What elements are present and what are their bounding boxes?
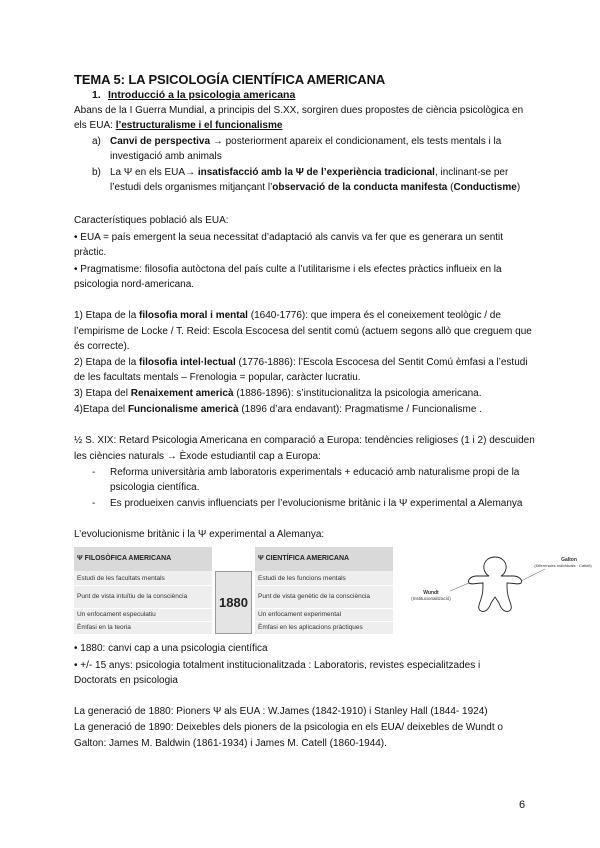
item-b-bold: Conductisme [453,182,517,193]
table-cell-left: Punt de vista intuïtiu de la consciència [74,586,212,608]
etapa-text: (1886-1896): s’institucionalitza la psicologia americana. [233,388,482,399]
generation-1890-line-2: Galton: James M. Baldwin (1861-1934) i James M. Catell (1860-1944). [74,738,387,749]
caract-heading: Característiques població als EUA: [74,215,229,226]
item-a-marker: a) [92,136,101,147]
dash-marker: - [92,467,96,478]
retard-text: Es produeixen canvis influenciats per l’evolucionisme britànic i la [110,498,400,509]
item-a-rest: → posteriorment apareix el condicionament, els tests mentals i la [210,136,502,147]
etapa-text: 2) Etapa de la [74,357,140,368]
galton-label: Galton [561,557,577,563]
item-b-text: en els EUA→ [132,167,198,178]
etapa-2-line-1 [74,355,528,370]
table-header-left: Ψ FILOSÒFICA AMERICANA [74,547,212,571]
table-cell-right: Punt de vista genètic de la consciència [255,586,393,608]
comparison-table [74,547,393,634]
table-cell-left: Èmfasi en la teoria [74,622,212,634]
generation-1890-line-1: La generació de 1890: Deixebles dels pioners de la psicologia en els EUA/ deixebles de Wundt o [74,722,503,733]
retard-dash-2 [110,496,522,511]
item-b-bold: de l’experiència tradicional [303,167,435,178]
etapa-text: 3) Etapa del [74,388,131,399]
psi-symbol: Ψ [197,529,207,540]
dash-marker: - [92,498,96,509]
table-cell-right: Estudi de les funcions mentals [255,571,393,585]
table-cell-right: Èmfasi en les aplicacions pràctiques [255,622,393,634]
intro-line-1: Abans de la I Guerra Mundial, a principis del S.XX, sorgiren dues propostes de ciència psicològica en [74,105,524,116]
etapa-1-line-1 [74,308,501,323]
intro-line-2 [74,118,282,133]
item-b-line-1 [110,165,508,180]
caract-b1-line-1: • EUA = país emergent la seua necessitat d’adaptació als canvis va fer que es generara un sentit [74,232,504,243]
item-b-text: ) [516,182,521,193]
etapa-text: (1776-1886): l’Escola Escocesa del Sentit Comú èmfasi a l’estudi [235,357,528,368]
table-row [74,622,393,634]
generation-1880: La generació de 1880: Pioners Ψ als EUA : W.James (1842-1910) i Stanley Hall (1844- 1924) [74,706,488,717]
caract-b1-line-2: pràctic. [74,247,107,258]
table-header-right: Ψ CIENTÍFICA AMERICANA [255,547,393,571]
intro-text: els EUA: [74,120,116,131]
psi-symbol: Ψ [295,167,304,178]
evol-heading [74,527,324,542]
item-b-bold: observació de la conducta manifesta [272,182,448,193]
etapa-bold: Funcionalisme americà [127,404,239,415]
table-row [74,609,393,621]
retard-dash-1-line-2: psicologia científica. [110,482,200,493]
evol-text: L’evolucionisme britànic i la [74,529,198,540]
page-number: 6 [519,799,526,811]
psi-symbol: Ψ [399,498,408,509]
etapa-text: (1896 d’ara endavant): Pragmatisme / Funcionalisme . [238,404,482,415]
table-cell-right: Un enfocament experimental [255,609,393,621]
etapa-bold: Renaixement americà [130,388,234,399]
item-b-text: ( [447,182,454,193]
table-cell-left: Estudi de les facultats mentals [74,571,212,585]
item-a-bold: Canvi de perspectiva [110,136,211,147]
etapa-1-line-2: l’empirisme de Locke / T. Reid: Escola Escocesa del sentit comú (actuem segons allò que creguem que [74,326,532,337]
item-b-text: La [110,167,124,178]
table-header-row [74,547,393,571]
etapa-4 [74,402,482,417]
etapa-text: (1640-1776): que impera és el coneixement teològic / de [247,310,501,321]
wundt-label: Wundt [423,590,439,596]
page-title: TEMA 5: LA PSICOLOGÍA CIENTÍFICA AMERICANA [74,72,386,87]
etapa-1-line-3: és correcte). [74,341,130,352]
etapa-text: 4)Etapa del [74,404,128,415]
item-a-line-2: investigació amb animals [110,151,222,162]
evol-text: experimental a Alemanya: [206,529,325,540]
bullet-15-anys-line-2: Doctorats en psicologia [74,675,178,686]
retard-dash-1-line-1: Reforma universitària amb laboratoris experimentals + educació amb naturalisme propi de la [110,467,520,478]
bullet-1880: • 1880: canvi cap a una psicologia científica [74,643,268,654]
bullet-15-anys-line-1: • +/- 15 anys: psicologia totalment institucionalitzada : Laboratoris, revistes especialitzades i [74,660,481,671]
etapa-bold: filosofia moral i mental [139,310,248,321]
figure-galton-wundt [405,553,593,618]
item-b-bold: insatisfacció amb la [197,167,296,178]
caract-b2-line-2: psicologia nord-americana. [74,279,195,290]
etapa-text: 1) Etapa de la [74,310,140,321]
retard-line-2: les ciències naturals → Èxode estudiantil cap a Europa: [74,451,321,462]
item-b-marker: b) [92,167,101,178]
intro-underlined: l’estructuralisme i el funcionalisme [115,120,283,131]
item-b-text: l’estudi dels organismes mitjançant l’ [110,182,273,193]
etapa-3 [74,386,481,401]
item-b-text: , inclinant-se per [434,167,509,178]
caract-b2-line-1: • Pragmatisme: filosofia autòctona del país culte a l’utilitarisme i els efectes pràctics influeix en la [74,264,502,275]
table-row [74,571,393,586]
section-number: 1. [92,89,101,101]
table-year: 1880 [215,571,252,634]
retard-text: experimental a Alemanya [407,498,523,509]
retard-line-1: ½ S. XIX: Retard Psicologia Americana en comparació a Europa: tendències religioses (1 i 2) descuiden [74,435,535,446]
item-b-line-2 [110,180,520,195]
table-cell-left: Un enfocament especulatiu [74,609,212,621]
etapa-bold: filosofia intel·lectual [139,357,236,368]
item-a-line-1 [110,134,501,149]
table-row [74,586,393,608]
section-heading [92,88,295,103]
wundt-sublabel: (Institucionalització) [411,596,451,601]
galton-sublabel: (Diferències individuals · Cattell) [534,563,592,568]
psi-symbol: Ψ [123,167,133,178]
etapa-2-line-2: de les facultats mentals – Frenologia = popular, caràcter lucratiu. [74,372,361,383]
section-label: Introducció a la psicologia americana [108,89,296,101]
